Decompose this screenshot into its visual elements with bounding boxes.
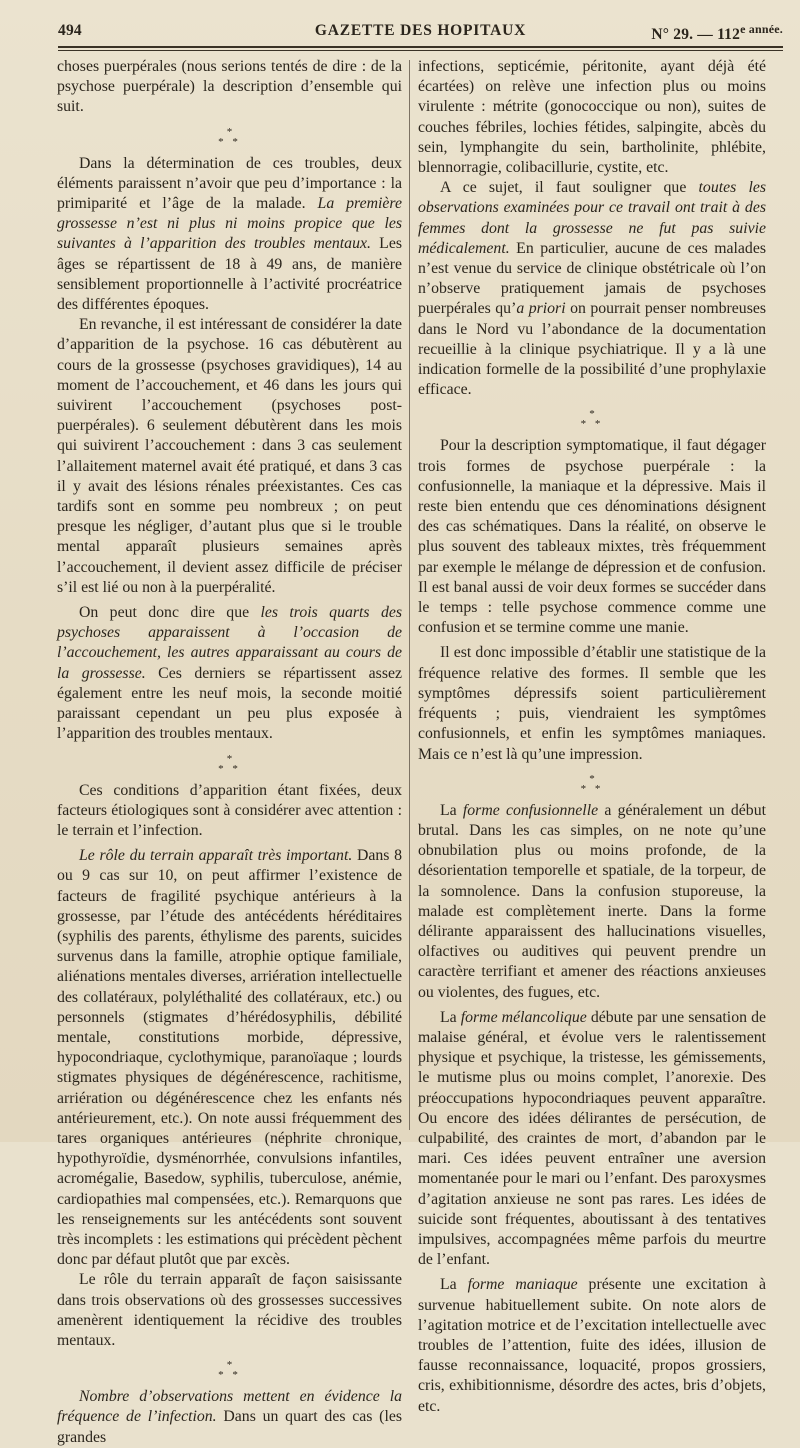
paragraph: En revanche, il est intéressant de considérer la date d’apparition de la psychose. 16 cas débutèrent au cours de la grossesse (psychoses gravidiques), 14 au moment de l’accouchement, et 46 dans les jours qui suivirent l’accouchement (psychoses post-puerpérales). 6 seulement débutèrent dans les mois qui suivirent l’accouchement : dans 3 cas seulement l’allaitement maternel avait été pratiqué, et dans 3 cas il y avait des lésions rénales préexistantes. Ces cas tardifs sont en somme peu nombreux ; on peut presque les négliger, d’autant plus que si le trouble mental apparaît plusieurs semaines après l’accouchement, il devient assez difficile de préciser s’il est lié ou non à la puerpéralité. bbox=[57, 316, 402, 596]
journal-title: GAZETTE DES HOPITAUX bbox=[314, 22, 527, 39]
issue-number bbox=[651, 22, 783, 44]
text-run: Dans la détermination de ces troubles, deux éléments paraissent n’avoir que peu d’importance : la primiparité et l’âge de la malade. bbox=[57, 154, 402, 213]
text-run: En particulier, aucune de ces malades n’est venue du service de clinique obstétricale où l’on n’observe pratiquement jamais de psychoses puerpérales qu’ bbox=[418, 239, 766, 318]
italic-run: Nombre d’observations mettent en évidence la fréquence de l’infection. bbox=[57, 1388, 402, 1426]
asterism-top: * bbox=[589, 772, 595, 785]
paragraph bbox=[418, 1008, 766, 1271]
section-separator bbox=[57, 754, 402, 774]
paragraph: Le rôle du terrain apparaît de façon saisissante dans trois observations où des grossesses successives amenèrent identiquement la récidive des troubles mentaux. bbox=[57, 1271, 402, 1349]
text-run: Dans un quart des cas (les grandes bbox=[57, 1408, 402, 1446]
text-run: Les âges se répartissent de 18 à 49 ans, de manière sensiblement proportionnelle à l’activité procréatrice des différentes époques. bbox=[57, 235, 402, 314]
asterism-bottom: * * bbox=[218, 135, 241, 148]
paragraph bbox=[57, 154, 402, 316]
text-run: A ce sujet, il faut souligner que bbox=[440, 179, 699, 197]
text-run: Dans 8 ou 9 cas sur 10, on peut affirmer l’existence de facteurs de fragilité psychique antérieurs à la grossesse, par l’étude des antécédents héréditaires (syphilis des parents, éthylisme des parents, suicides survenus dans la famille, atrophie optique familiale, aliénations mentales diverses, arriération intellectuelle des collatéraux, polyléthalité des collatéraux, etc.) ou personnels (stigmates d’hérédosyphilis, débilité mentale, constitutions morbide, dépressive, hypocondriaque, cyclothymique, paranoïaque ; lourds stigmates physiques de dégénérescence, rachitisme, arriération ou dégénérescence chez les enfants nés antérieurement, etc.). On note aussi fréquemment des tares organiques antérieures (néphrite chronique, hypothyroïdie, dysménorrhée, convulsions infantiles, acromégalie, Basedow, syphilis, tuberculose, anémie, cardiopathies mal compensées, etc.). Remarquons que les renseignements sur les antécédents sont souvent très incomplets : les estimations qui précèdent pèchent donc par défaut plutôt que par excès. bbox=[57, 847, 402, 1269]
paragraph: infections, septicémie, péritonite, ayant déjà été écartées) on relève une infection plus ou moins virulente : métrite (gonococcique ou non), suites de couches fébriles, lochies fétides, salpingite, abcès du sein, lymphangite du sein, bartholinite, phlébite, blennorragie, colibacillurie, cystite, etc. bbox=[418, 58, 766, 177]
text-run: débute par une sensation de malaise général, et évolue vers le ralentissement physique et psychique, la tristesse, les gémissements, le mutisme plus ou moins complet, l’anorexie. Des préoccupations hypocondriaques peuvent apparaître. Ou encore des idées délirantes de persécution, de culpabilité, des craintes de mort, d’abandon par le mari. Ces idées peuvent entraîner une aversion momentanée pour le mari ou l’enfant. Des paroxysmes d’agitation anxieuse ne sont pas rares. Les idées de suicide sont fréquentes, aboutissant à des tentatives impulsives, accompagnées même parfois du meurtre de l’enfant. bbox=[418, 1008, 766, 1269]
italic-run: forme mélancolique bbox=[460, 1008, 587, 1026]
text-run: La bbox=[440, 1276, 468, 1294]
paragraph: Pour la description symptomatique, il faut dégager trois formes de psychose puerpérale : la confusionnelle, la maniaque et la dépressive. Mais il reste bien entendu que ces dénominations désignent des cas schématiques. Dans la réalité, on observe le plus souvent des tableaux mixtes, très fréquemment par exemple le mélange de dépression et de confusion. Il est banal aussi de voir deux formes se succéder dans le temps : telle psychose commence comme une confusion et se termine comme une manie. bbox=[418, 437, 766, 637]
paragraph: choses puerpérales (nous serions tentés de dire : de la psychose puerpérale) la description d’ensemble qui suit. bbox=[57, 58, 402, 116]
asterism-bottom: * * bbox=[218, 762, 241, 775]
issue-number-text: N° 29. — 112 bbox=[651, 26, 741, 44]
asterism-bottom: * * bbox=[218, 1369, 241, 1382]
asterism-bottom: * * bbox=[580, 782, 604, 795]
paragraph: Ces conditions d’apparition étant fixées, deux facteurs étiologiques sont à considérer avec attention : le terrain et l’infection. bbox=[57, 781, 402, 839]
italic-run: toutes les observations examinées pour ce travail ont trait à des femmes dont la grossesse ne fut pas suivie médicalement. bbox=[418, 179, 766, 257]
italic-run: La première grossesse n’est ni plus ni moins propice que les suivantes à l’apparition des troubles mentaux. bbox=[57, 195, 402, 253]
asterism-top: * bbox=[226, 1359, 233, 1372]
section-separator bbox=[418, 409, 766, 429]
asterism-top: * bbox=[226, 752, 233, 765]
text-run: On peut donc dire que bbox=[79, 604, 261, 622]
italic-run: forme maniaque bbox=[467, 1276, 578, 1294]
asterism-top: * bbox=[226, 125, 233, 138]
italic-run: a priori bbox=[516, 300, 566, 318]
paragraph bbox=[418, 178, 766, 400]
paragraph bbox=[418, 1275, 766, 1416]
text-run: La bbox=[440, 1008, 461, 1026]
text-run: on pourrait penser nombreuses dans le Nord vu l’abondance de la documentation recueillie à la clinique psychiatrique. Il y a là une indication formelle de la possibilité d’une prophylaxie efficace. bbox=[418, 300, 766, 399]
page-number: 494 bbox=[58, 22, 82, 39]
text-run: présente une excitation à survenue habituellement subite. On note alors de l’agitation motrice et de l’excitation intellectuelle avec troubles de l’attention, fuite des idées, illusion de fausse reconnaissance, loquacité, propos grossiers, cris, exhibitionnisme, désordre des actes, bris d’objets, etc. bbox=[418, 1276, 766, 1415]
paragraph bbox=[57, 846, 402, 1270]
text-run: La bbox=[440, 801, 463, 819]
issue-suffix: e année. bbox=[740, 22, 783, 36]
left-column bbox=[57, 57, 402, 1448]
section-separator bbox=[57, 1360, 402, 1380]
paragraph bbox=[418, 801, 766, 1003]
asterism-top: * bbox=[589, 408, 595, 421]
right-column bbox=[418, 57, 766, 1417]
paragraph bbox=[57, 603, 402, 744]
header-rule-thin bbox=[58, 50, 783, 51]
italic-run: Le rôle du terrain apparaît très important. bbox=[79, 847, 353, 865]
section-separator bbox=[57, 127, 402, 147]
text-run: Ces derniers se répartissent assez également entre les neuf mois, la seconde moitié paraissant cependant un peu plus exposée à l’apparition des troubles mentaux. bbox=[57, 664, 402, 743]
text-run: a généralement un début brutal. Dans les cas simples, on ne note qu’une obnubilation plus ou moins profonde, de la désorientation temporelle et spatiale, de la torpeur, de la somnolence. Dans la confusion stuporeuse, la malade est complètement inerte. Dans la forme délirante apparaissent des hallucinations visuelles, olfactives ou auditives qui peuvent prendre un caractère terrifiant et amener des réactions anxieuses ou violentes, des fugues, etc. bbox=[418, 801, 766, 1001]
asterism-bottom: * * bbox=[580, 418, 604, 431]
page-header bbox=[58, 20, 783, 44]
column-divider bbox=[409, 60, 410, 1130]
italic-run: les trois quarts des psychoses apparaissent à l’occasion de l’accouchement, les autres apparaissant au cours de la grossesse. bbox=[57, 604, 402, 682]
section-separator bbox=[418, 774, 766, 794]
paragraph bbox=[57, 1387, 402, 1448]
paragraph: Il est donc impossible d’établir une statistique de la fréquence relative des formes. Il semble que les symptômes dépressifs soient particulièrement fréquents ; puis, viendraient les symptômes confusionnels, et enfin les symptômes maniaques. Mais ce n’est là qu’une impression. bbox=[418, 644, 766, 763]
italic-run: forme confusionnelle bbox=[462, 801, 599, 819]
header-rule bbox=[58, 46, 783, 48]
